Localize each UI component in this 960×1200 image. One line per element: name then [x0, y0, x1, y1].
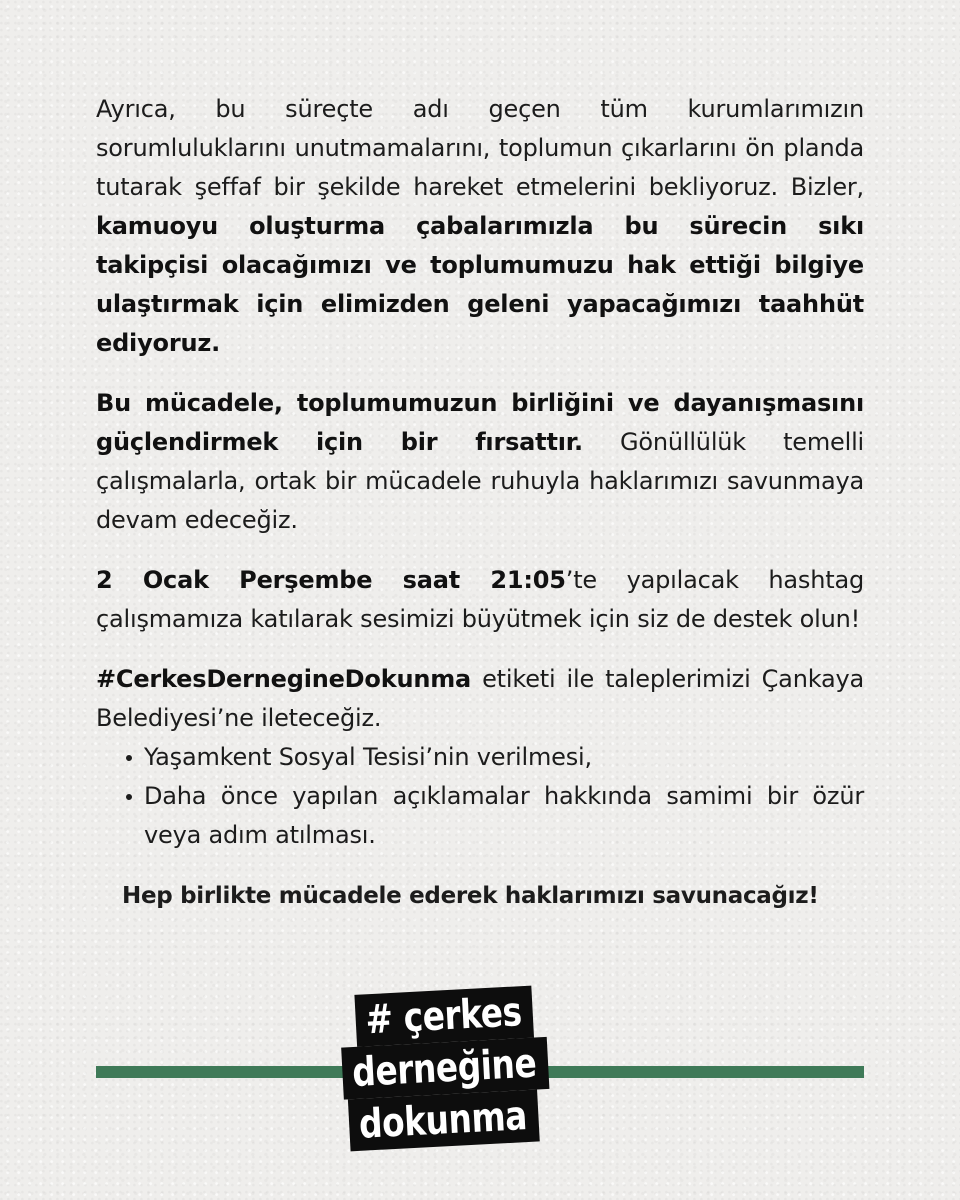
bullet-dot-icon: [126, 794, 132, 800]
list-item-text: Daha önce yapılan açıklamalar hakkında samimi bir özür veya adım atılması.: [144, 782, 864, 849]
list-item-text: Yaşamkent Sosyal Tesisi’nin verilmesi,: [144, 743, 592, 771]
statement-body: [96, 90, 864, 916]
demands-list: [96, 738, 864, 855]
event-description: ’te yapılacak hashtag çalışmamıza katılarak sesimizi büyütmek için siz de destek olun!: [96, 566, 864, 633]
paragraph-expectations-text: Ayrıca, bu süreçte adı geçen tüm kurumlarımızın sorumluluklarını unutmamalarını, toplumun çıkarlarını ön planda tutarak şeffaf bir şekilde hareket etmelerini bekliyoruz. Bizler,: [96, 95, 864, 201]
paragraph-demands-intro: [96, 660, 864, 738]
paragraph-hashtag-event: [96, 561, 864, 639]
closing-statement: Hep birlikte mücadele ederek haklarımızı savunacağız!: [122, 883, 819, 909]
event-datetime: 2 Ocak Perşembe saat 21:05: [96, 566, 566, 594]
logo-line-3: dokunma: [348, 1089, 540, 1151]
paragraph-solidarity-text: Gönüllülük temelli çalışmalarla, ortak bir mücadele ruhuyla haklarımızı savunmaya devam edeceğiz.: [96, 428, 865, 534]
paragraph-expectations: [96, 90, 864, 363]
list-item: [126, 777, 864, 855]
bullet-dot-icon: [126, 755, 132, 761]
list-item: [126, 738, 864, 777]
campaign-logo: [338, 984, 562, 1175]
paragraph-solidarity-bold: Bu mücadele, toplumumuzun birliğini ve dayanışmasını güçlendirmek için bir fırsattır.: [96, 389, 864, 456]
logo-line-2: derneğine: [341, 1037, 549, 1100]
hashtag: #CerkesDernegineDokunma: [96, 665, 472, 693]
demands-intro-text: etiketi ile taleplerimizi Çankaya Belediyesi’ne ileteceğiz.: [96, 665, 864, 732]
paragraph-expectations-bold: kamuoyu oluşturma çabalarımızla bu sürecin sıkı takipçisi olacağımızı ve toplumumuzu hak ettiği bilgiye ulaştırmak için elimizden geleni yapacağımızı taahhüt ediyoruz.: [96, 212, 864, 357]
paragraph-solidarity: [96, 384, 864, 540]
logo-line-1: # çerkes: [354, 986, 534, 1047]
